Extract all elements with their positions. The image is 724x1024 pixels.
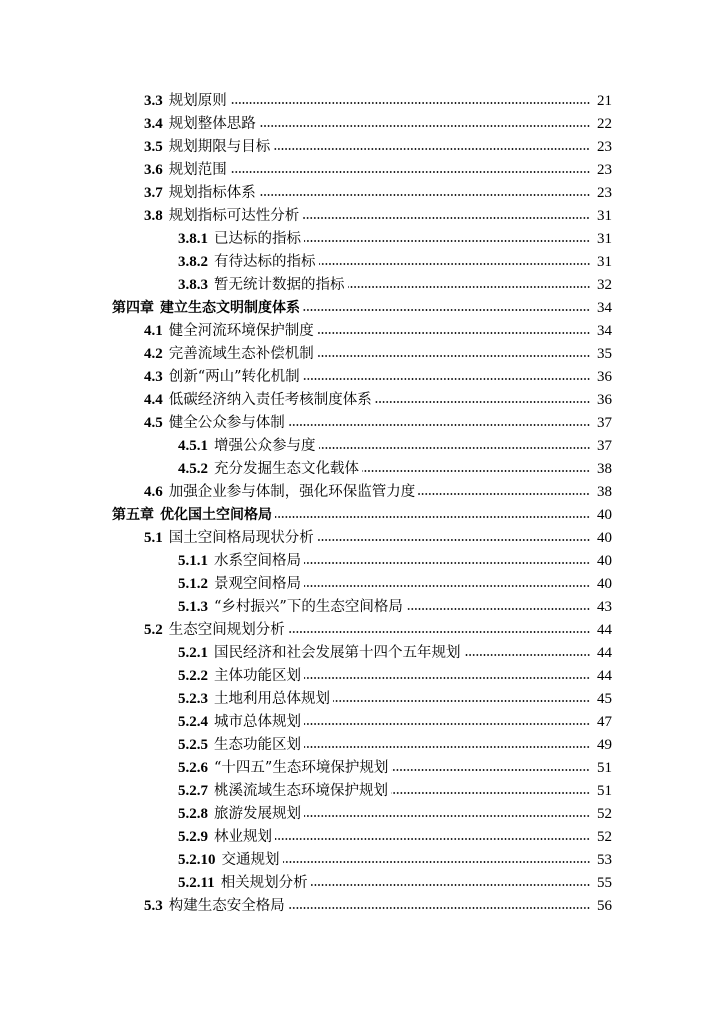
toc-entry-title: 规划期限与目标 — [168, 139, 271, 155]
toc-entry-number: 5.2.8 — [178, 806, 208, 822]
dot-leader — [288, 629, 590, 635]
toc-entry-page: 40 — [597, 530, 612, 546]
toc-entry-title: 土地利用总体规划 — [214, 691, 330, 707]
toc-chapter-title: 优化国土空间格局 — [160, 507, 272, 523]
toc-entry-number: 3.5 — [144, 139, 163, 155]
toc-entry-page: 37 — [597, 415, 612, 431]
toc-entry-page: 38 — [597, 461, 612, 477]
toc-entry-title: 规划整体思路 — [168, 116, 256, 132]
dot-leader — [304, 238, 590, 244]
toc-entry-number: 5.2.10 — [178, 852, 216, 868]
toc-entry-3-8[interactable] — [144, 203, 612, 225]
toc-entry-page: 52 — [597, 829, 612, 845]
toc-entry-page: 31 — [597, 208, 612, 224]
toc-entry-title: 已达标的指标 — [214, 231, 301, 247]
toc-entry-page: 45 — [597, 691, 612, 707]
toc-entry-number: 3.3 — [144, 93, 163, 109]
toc-entry-number: 3.8 — [144, 208, 163, 224]
dot-leader — [362, 468, 590, 474]
dot-leader — [348, 284, 591, 290]
toc-entry-page: 23 — [597, 139, 612, 155]
dot-leader — [317, 353, 590, 359]
toc-entry-title: 健全公众参与体制 — [168, 415, 285, 431]
dot-leader — [304, 560, 590, 566]
toc-entry-page: 35 — [597, 346, 612, 362]
dot-leader — [304, 744, 590, 750]
dot-leader — [319, 261, 591, 267]
dot-leader — [333, 698, 590, 704]
toc-entry-number: 5.1 — [144, 530, 163, 546]
dot-leader — [391, 790, 590, 796]
toc-entry-page: 40 — [597, 576, 612, 592]
toc-entry-3-8-1[interactable] — [178, 226, 612, 248]
toc-chapter-title: 建立生态文明制度体系 — [160, 300, 300, 316]
toc-entry-number: 5.2.7 — [178, 783, 208, 799]
toc-entry-number: 5.2.4 — [178, 714, 208, 730]
dot-leader — [230, 100, 590, 106]
toc-entry-page: 37 — [597, 438, 612, 454]
toc-entry-page: 22 — [597, 116, 612, 132]
toc-entry-5-2-11[interactable] — [178, 870, 612, 892]
dot-leader — [275, 836, 590, 842]
toc-entry-title: 交通规划 — [221, 852, 280, 868]
toc-entry-number: 4.1 — [144, 323, 163, 339]
toc-entry-4-1[interactable] — [144, 318, 612, 340]
dot-leader — [304, 721, 590, 727]
dot-leader — [275, 514, 590, 520]
toc-entry-title: 生态空间规划分析 — [168, 622, 285, 638]
dot-leader — [230, 169, 590, 175]
toc-entry-number: 5.1.3 — [178, 599, 208, 615]
toc-entry-page: 51 — [597, 783, 612, 799]
toc-entry-5-1[interactable] — [144, 525, 612, 547]
toc-entry-page: 21 — [597, 93, 612, 109]
toc-entry-title: 国民经济和社会发展第十四个五年规划 — [214, 645, 461, 661]
toc-entry-page: 34 — [597, 300, 612, 316]
toc-entry-number: 3.6 — [144, 162, 163, 178]
toc-entry-page: 49 — [597, 737, 612, 753]
toc-entry-number: 4.2 — [144, 346, 163, 362]
toc-entry-title: 健全河流环境保护制度 — [168, 323, 314, 339]
toc-entry-page: 36 — [597, 369, 612, 385]
toc-entry-title: 主体功能区划 — [214, 668, 301, 684]
toc-entry-title: 城市总体规划 — [214, 714, 301, 730]
toc-entry-number: 4.4 — [144, 392, 163, 408]
toc-entry-4-3[interactable] — [144, 364, 612, 386]
toc-entry-page: 44 — [597, 668, 612, 684]
toc-entry-3-4[interactable] — [144, 111, 612, 133]
dot-leader — [288, 422, 590, 428]
toc-entry-page: 56 — [597, 898, 612, 914]
dot-leader — [319, 445, 591, 451]
toc-entry-title: 旅游发展规划 — [214, 806, 301, 822]
toc-entry-title: “乡村振兴”下的生态空间格局 — [214, 599, 403, 615]
toc-entry-title: 有待达标的指标 — [214, 254, 316, 270]
toc-entry-page: 52 — [597, 806, 612, 822]
dot-leader — [304, 813, 590, 819]
toc-entry-title: 桃溪流域生态环境保护规划 — [214, 783, 388, 799]
toc-entry-page: 38 — [597, 484, 612, 500]
toc-entry-page: 40 — [597, 553, 612, 569]
toc-entry-title: 林业规划 — [214, 829, 272, 845]
toc-entry-title: 增强公众参与度 — [214, 438, 316, 454]
toc-entry-title: 国土空间格局现状分析 — [168, 530, 314, 546]
toc-entry-number: 5.2.1 — [178, 645, 208, 661]
dot-leader — [283, 859, 591, 865]
toc-entry-page: 34 — [597, 323, 612, 339]
toc-entry-5-3[interactable] — [144, 893, 612, 915]
toc-entry-5-2-8[interactable] — [178, 801, 612, 823]
toc-entry-page: 23 — [597, 162, 612, 178]
dot-leader — [259, 123, 590, 129]
toc-entry-5-2-2[interactable] — [178, 663, 612, 685]
dot-leader — [418, 491, 590, 497]
dot-leader — [317, 330, 590, 336]
toc-entry-number: 4.5 — [144, 415, 163, 431]
toc-entry-title: 相关规划分析 — [220, 875, 308, 891]
toc-entry-page: 44 — [597, 645, 612, 661]
toc-chapter-number: 第四章 — [112, 300, 154, 316]
toc-entry-number: 5.1.2 — [178, 576, 208, 592]
dot-leader — [259, 192, 590, 198]
toc-entry-title: 景观空间格局 — [214, 576, 301, 592]
toc-entry-number: 4.5.1 — [178, 438, 208, 454]
toc-entry-page: 36 — [597, 392, 612, 408]
toc-entry-number: 5.2.9 — [178, 829, 208, 845]
toc-entry-5-2-9[interactable] — [178, 824, 612, 846]
dot-leader — [288, 905, 590, 911]
dot-leader — [302, 215, 590, 221]
toc-chapter-4[interactable] — [112, 295, 612, 317]
toc-entry-number: 4.6 — [144, 484, 163, 500]
toc-entry-3-8-3[interactable] — [178, 272, 612, 294]
toc-entry-4-6[interactable] — [144, 479, 612, 501]
toc-entry-page: 44 — [597, 622, 612, 638]
toc-entry-number: 5.2 — [144, 622, 163, 638]
toc-entry-5-2-7[interactable] — [178, 778, 612, 800]
toc-entry-5-1-3[interactable] — [178, 594, 612, 616]
toc-entry-4-2[interactable] — [144, 341, 612, 363]
dot-leader — [464, 652, 591, 658]
dot-leader — [304, 675, 590, 681]
toc-entry-title: 水系空间格局 — [214, 553, 301, 569]
toc-entry-title: 充分发掘生态文化载体 — [214, 461, 359, 477]
toc-entry-number: 4.3 — [144, 369, 163, 385]
toc-entry-number: 5.1.1 — [178, 553, 208, 569]
toc-entry-title: 生态功能区划 — [214, 737, 301, 753]
toc-entry-page: 55 — [597, 875, 612, 891]
toc-entry-3-6[interactable] — [144, 157, 612, 179]
toc-entry-5-2-1[interactable] — [178, 640, 612, 662]
toc-entry-3-3[interactable] — [144, 88, 612, 110]
dot-leader — [391, 767, 590, 773]
dot-leader — [273, 146, 590, 152]
toc-entry-page: 31 — [597, 254, 612, 270]
toc-entry-number: 5.2.5 — [178, 737, 208, 753]
toc-entry-page: 32 — [597, 277, 612, 293]
toc-entry-5-2-3[interactable] — [178, 686, 612, 708]
dot-leader — [317, 537, 590, 543]
toc-entry-3-7[interactable] — [144, 180, 612, 202]
dot-leader — [406, 606, 590, 612]
toc-entry-page: 51 — [597, 760, 612, 776]
toc-entry-title: 低碳经济纳入责任考核制度体系 — [168, 392, 372, 408]
toc-entry-4-5-2[interactable] — [178, 456, 612, 478]
toc-entry-title: 完善流域生态补偿机制 — [168, 346, 314, 362]
toc-entry-title: “十四五”生态环境保护规划 — [214, 760, 389, 776]
toc-entry-5-2-6[interactable] — [178, 755, 612, 777]
toc-entry-5-2-4[interactable] — [178, 709, 612, 731]
toc-entry-5-1-2[interactable] — [178, 571, 612, 593]
toc-entry-3-5[interactable] — [144, 134, 612, 156]
toc-entry-page: 43 — [597, 599, 612, 615]
toc-entry-page: 47 — [597, 714, 612, 730]
toc-entry-title: 规划范围 — [168, 162, 227, 178]
toc-chapter-number: 第五章 — [112, 507, 154, 523]
toc-entry-number: 3.8.1 — [178, 231, 208, 247]
toc-entry-3-8-2[interactable] — [178, 249, 612, 271]
toc-entry-5-1-1[interactable] — [178, 548, 612, 570]
toc-entry-title: 构建生态安全格局 — [168, 898, 285, 914]
toc-entry-title: 规划指标可达性分析 — [168, 208, 300, 224]
dot-leader — [304, 583, 590, 589]
toc-entry-number: 4.5.2 — [178, 461, 208, 477]
toc-entry-number: 3.4 — [144, 116, 163, 132]
toc-entry-4-5[interactable] — [144, 410, 612, 432]
toc-entry-number: 3.8.3 — [178, 277, 208, 293]
toc-entry-title: 暂无统计数据的指标 — [214, 277, 345, 293]
dot-leader — [303, 376, 590, 382]
toc-entry-title: 规划指标体系 — [168, 185, 256, 201]
toc-entry-page: 23 — [597, 185, 612, 201]
toc-entry-number: 3.7 — [144, 185, 163, 201]
toc-entry-5-2[interactable] — [144, 617, 612, 639]
toc-entry-number: 5.2.2 — [178, 668, 208, 684]
toc-entry-page: 31 — [597, 231, 612, 247]
toc-entry-4-4[interactable] — [144, 387, 612, 409]
dot-leader — [311, 882, 590, 888]
toc-chapter-5[interactable] — [112, 502, 612, 524]
toc-entry-number: 5.3 — [144, 898, 163, 914]
dot-leader — [303, 307, 590, 313]
toc-entry-5-2-10[interactable] — [178, 847, 612, 869]
toc-entry-number: 3.8.2 — [178, 254, 208, 270]
toc-entry-number: 5.2.11 — [178, 875, 215, 891]
toc-entry-title: 创新“两山”转化机制 — [168, 369, 300, 385]
toc-entry-number: 5.2.6 — [178, 760, 208, 776]
toc-entry-4-5-1[interactable] — [178, 433, 612, 455]
toc-entry-page: 40 — [597, 507, 612, 523]
dot-leader — [375, 399, 590, 405]
toc-entry-page: 53 — [597, 852, 612, 868]
toc-entry-number: 5.2.3 — [178, 691, 208, 707]
toc-entry-5-2-5[interactable] — [178, 732, 612, 754]
toc-entry-title: 加强企业参与体制，强化环保监管力度 — [168, 484, 416, 500]
toc-entry-title: 规划原则 — [168, 93, 227, 109]
